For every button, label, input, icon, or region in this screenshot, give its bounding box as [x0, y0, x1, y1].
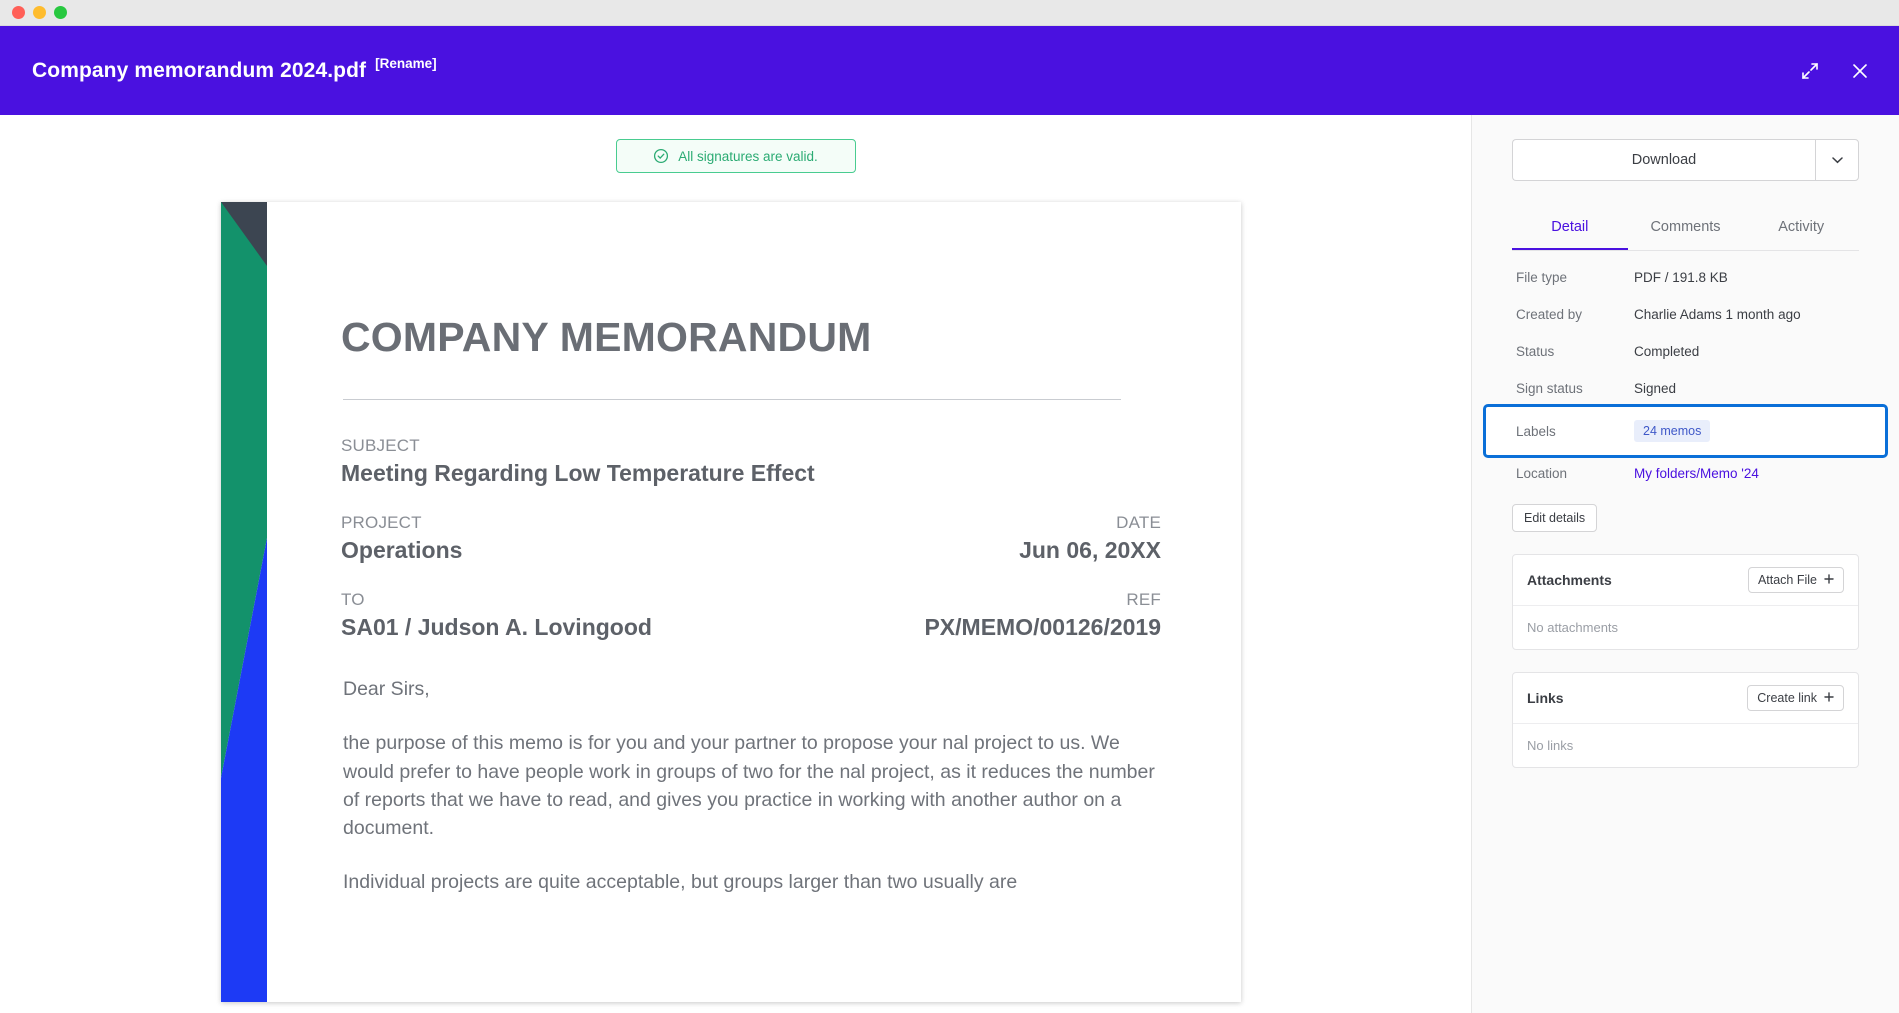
attachments-title: Attachments: [1527, 572, 1612, 588]
check-circle-icon: [653, 148, 669, 164]
signature-status-text: All signatures are valid.: [678, 148, 818, 164]
signature-status-banner: [616, 139, 856, 173]
plus-icon: [1824, 573, 1834, 587]
detail-key-status: Status: [1516, 344, 1555, 359]
rename-link[interactable]: [Rename]: [375, 56, 437, 71]
details-sidebar: [1471, 115, 1899, 1013]
detail-row-location: [1512, 455, 1859, 492]
detail-row-status: [1512, 333, 1859, 370]
header-actions: [1799, 60, 1871, 82]
links-title: Links: [1527, 690, 1564, 706]
detail-key-location: Location: [1516, 466, 1568, 481]
attachments-empty-text: No attachments: [1527, 620, 1619, 635]
attach-file-label: Attach File: [1757, 573, 1817, 587]
detail-row-labels[interactable]: [1486, 407, 1885, 455]
field-label-to: TO: [341, 590, 365, 609]
links-card: [1512, 672, 1859, 768]
chevron-down-icon[interactable]: [1815, 139, 1859, 181]
field-value-subject: Meeting Regarding Low Temperature Effect: [341, 460, 815, 486]
page-decorative-stripe: [221, 202, 267, 1002]
create-link-label: Create link: [1757, 691, 1817, 705]
detail-row-created-by: [1512, 296, 1859, 333]
detail-key-file-type: File type: [1516, 270, 1568, 285]
document-viewer: [0, 115, 1471, 1013]
label-chip[interactable]: 24 memos: [1634, 420, 1710, 442]
tab-comments[interactable]: Comments: [1650, 219, 1721, 235]
field-label-ref: REF: [1126, 590, 1161, 609]
salutation: Dear Sirs,: [343, 678, 430, 700]
detail-value-created-by: Charlie Adams 1 month ago: [1634, 307, 1801, 322]
plus-icon: [1824, 691, 1834, 705]
field-value-date: Jun 06, 20XX: [1019, 537, 1161, 563]
location-link[interactable]: My folders/Memo '24: [1634, 466, 1759, 481]
field-value-to: SA01 / Judson A. Lovingood: [341, 614, 652, 640]
heading-divider: [343, 399, 1121, 400]
field-value-ref: PX/MEMO/00126/2019: [924, 614, 1161, 640]
detail-key-created-by: Created by: [1516, 307, 1583, 322]
page-title: Company memorandum 2024.pdf: [32, 58, 367, 82]
document-fields: [341, 436, 1161, 641]
tab-activity[interactable]: Activity: [1778, 219, 1825, 235]
close-icon[interactable]: [1849, 60, 1871, 82]
attachments-card: [1512, 554, 1859, 650]
document-body-text: [341, 675, 1161, 897]
field-label-date: DATE: [1116, 513, 1161, 532]
download-control-group: [1512, 139, 1859, 181]
field-row-to-ref: [341, 590, 1161, 641]
window-close-button[interactable]: [12, 6, 25, 19]
detail-rows: [1512, 259, 1859, 492]
download-button[interactable]: Download: [1512, 139, 1815, 181]
app-header: [0, 26, 1899, 115]
main-body: [0, 115, 1899, 1013]
document-heading: COMPANY MEMORANDUM: [341, 314, 872, 360]
detail-key-labels: Labels: [1516, 423, 1556, 439]
field-value-project: Operations: [341, 537, 463, 563]
attachments-header: [1513, 555, 1858, 606]
window-zoom-button[interactable]: [54, 6, 67, 19]
tab-detail[interactable]: Detail: [1512, 207, 1628, 250]
window-titlebar: [0, 0, 1899, 26]
attach-file-button[interactable]: [1748, 567, 1844, 593]
paragraph-1: the purpose of this memo is for you and your partner to propose your nal project to us. We would prefer to have people work in groups of two for the nal project, as it reduces the number of reports that we have to read, and gives you practice in working with another author on a document.: [343, 732, 1155, 840]
links-empty-text: No links: [1527, 738, 1574, 753]
pdf-content: [221, 202, 1241, 897]
detail-value-file-type: PDF / 191.8 KB: [1634, 270, 1728, 285]
edit-details-button[interactable]: Edit details: [1512, 504, 1597, 532]
detail-row-sign-status: [1512, 370, 1859, 407]
detail-row-file-type: [1512, 259, 1859, 296]
detail-key-sign-status: Sign status: [1516, 381, 1583, 396]
detail-value-sign-status: Signed: [1634, 381, 1677, 396]
expand-icon[interactable]: [1799, 60, 1821, 82]
field-row-subject: [341, 436, 1161, 487]
window-minimize-button[interactable]: [33, 6, 46, 19]
pdf-page[interactable]: [221, 202, 1241, 1002]
paragraph-2: Individual projects are quite acceptable, but groups larger than two usually are: [343, 871, 1018, 894]
field-row-project-date: [341, 513, 1161, 564]
sidebar-tabs: [1512, 207, 1859, 251]
detail-value-status: Completed: [1634, 344, 1700, 359]
field-label-project: PROJECT: [341, 513, 422, 532]
links-header: [1513, 673, 1858, 724]
create-link-button[interactable]: [1747, 685, 1844, 711]
field-label-subject: SUBJECT: [341, 436, 420, 455]
